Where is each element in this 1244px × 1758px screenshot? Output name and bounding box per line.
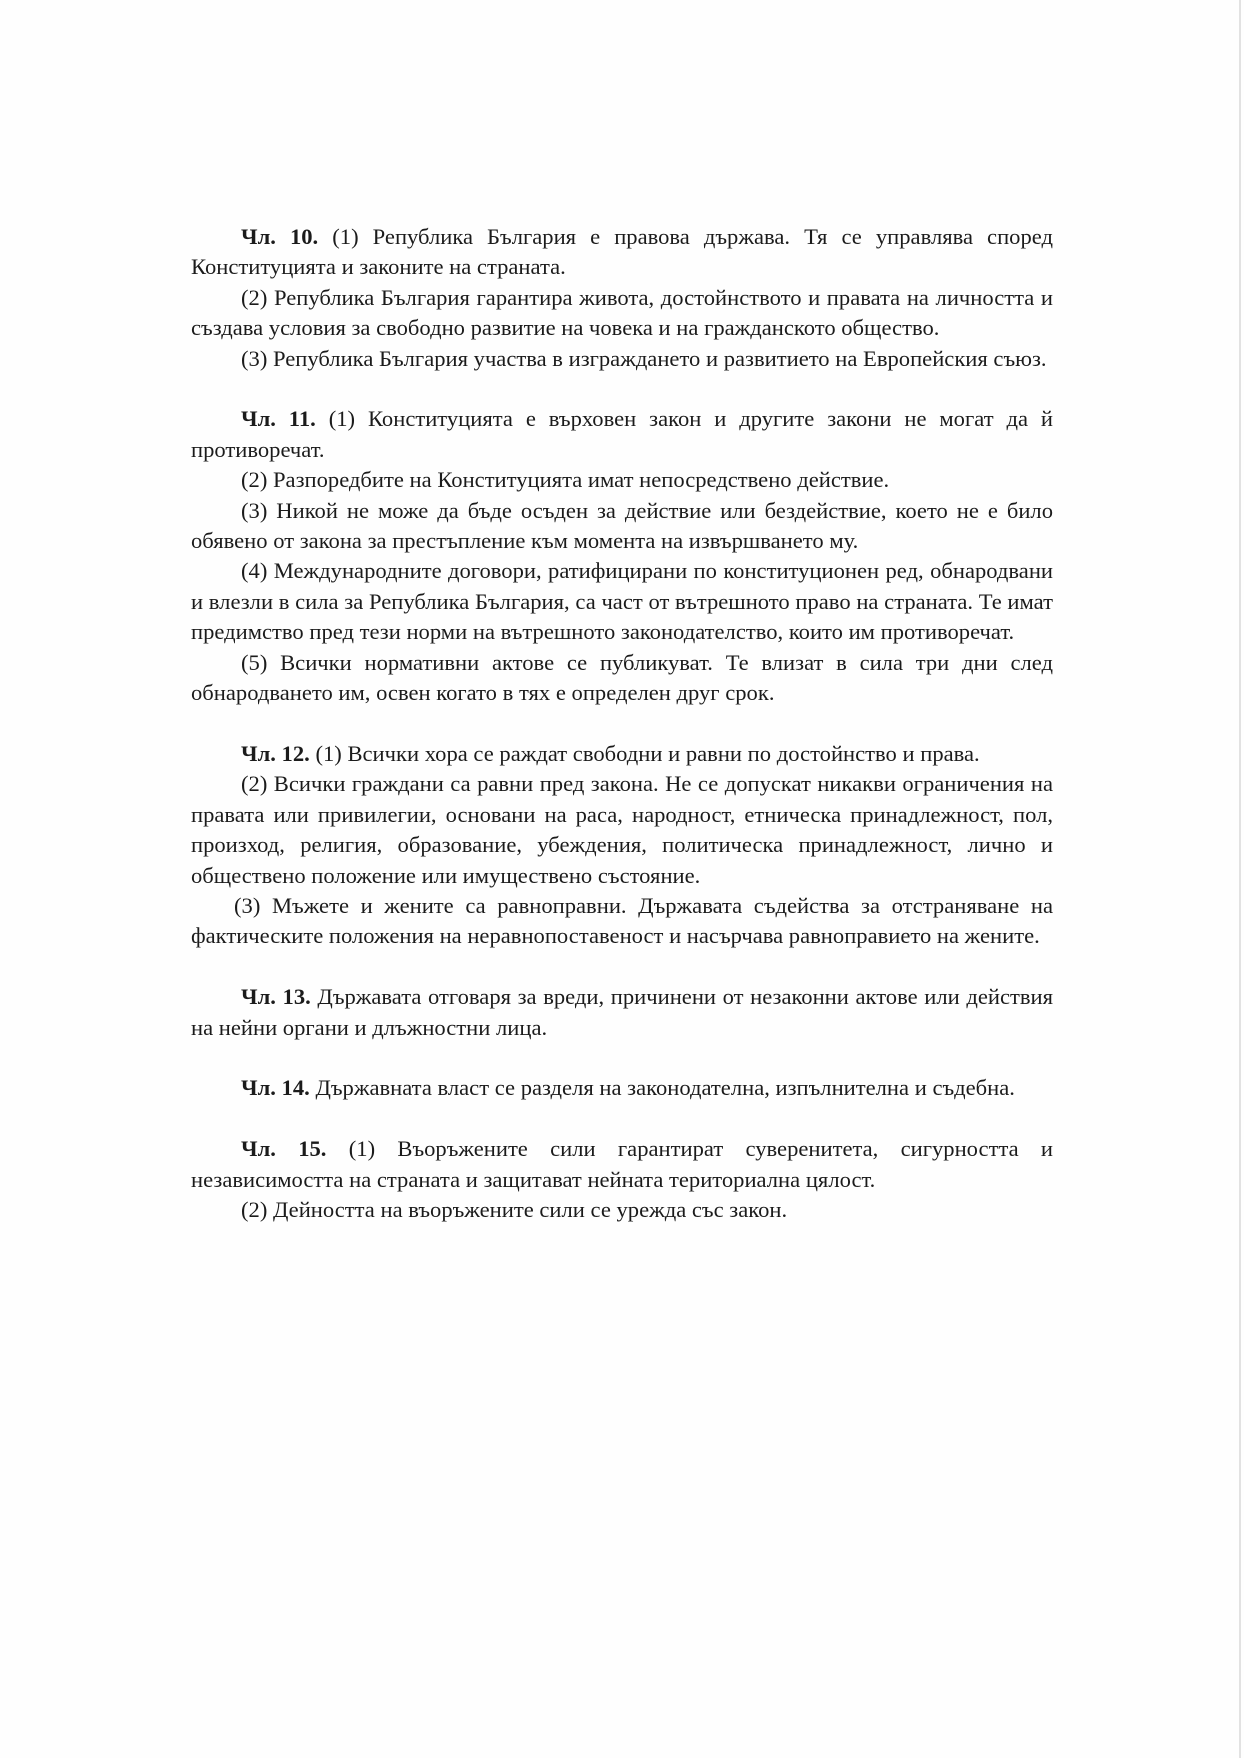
article-13-label: Чл. 13. <box>241 984 311 1010</box>
article-14-label: Чл. 14. <box>241 1075 310 1101</box>
paragraph-text: (1) Всички хора се раждат свободни и равни по достойнство и права. <box>315 740 980 766</box>
article-12-paragraph-1 <box>191 739 1053 769</box>
article-13-paragraph-1 <box>191 982 1053 1043</box>
article-12-paragraph-2: (2) Всички граждани са равни пред закона. Не се допускат никакви ограничения на правата или привилегии, основани на раса, народност, етническа принадлежност, пол, произход, религия, образование, убеждения, политическа принадлежност, лично и обществено положение или имуществено състояние. <box>191 771 1053 888</box>
article-15-label: Чл. 15. <box>241 1136 327 1162</box>
document-body <box>191 222 1053 1256</box>
article-15-paragraph-1 <box>191 1134 1053 1195</box>
article-15-paragraph-2: (2) Дейността на въоръжените сили се урежда със закон. <box>241 1196 788 1222</box>
paragraph-text: Държавата отговаря за вреди, причинени от незаконни актове или действия на нейни органи и длъжностни лица. <box>191 984 1054 1040</box>
article-10-label: Чл. 10. <box>241 224 319 249</box>
article-10-paragraph-1 <box>191 222 1053 283</box>
article-13 <box>191 982 1053 1043</box>
article-12 <box>191 739 1053 952</box>
article-12-paragraph-3: (3) Мъжете и жените са равноправни. Държавата съдейства за отстраняване на фактическите положения на неравнопоставеност и насърчава равноправието на жените. <box>191 892 1053 949</box>
paragraph-text: (1) Въоръжените сили гарантират суверенитета, сигурността и независимостта на страната и защитават нейната териториална цялост. <box>191 1136 1053 1192</box>
article-11-label: Чл. 11. <box>241 406 316 432</box>
article-14-paragraph-1 <box>191 1073 1053 1103</box>
article-10-paragraph-2: (2) Република България гарантира живота, достойнството и правата на личността и създава условия за свободно развитие на човека и на гражданското общество. <box>191 284 1053 341</box>
paragraph-text: (1) Република България е правова държава. Тя се управлява според Конституцията и законите на страната. <box>191 224 1053 280</box>
scan-edge-line <box>1239 0 1241 1758</box>
article-11-paragraph-3: (3) Никой не може да бъде осъден за действие или бездействие, което не е било обявено от закона за престъпление към момента на извършването му. <box>191 497 1053 554</box>
article-11 <box>191 404 1053 708</box>
article-11-paragraph-4: (4) Международните договори, ратифицирани по конституционен ред, обнародвани и влезли в сила за Република България, са част от вътрешното право на страната. Те имат предимство пред тези норми на вътрешното законодателство, които им противоречат. <box>191 558 1053 645</box>
paragraph-text: (1) Конституцията е върховен закон и другите закони не могат да й противоречат. <box>191 406 1053 462</box>
article-11-paragraph-1 <box>191 404 1053 465</box>
article-12-label: Чл. 12. <box>241 740 310 766</box>
paragraph-text: Държавната власт се разделя на законодателна, изпълнителна и съдебна. <box>315 1075 1015 1101</box>
article-15 <box>191 1134 1053 1225</box>
article-11-paragraph-5: (5) Всички нормативни актове се публикуват. Те влизат в сила три дни след обнародването им, освен когато в тях е определен друг срок. <box>191 649 1053 706</box>
article-10-paragraph-3: (3) Република България участва в изграждането и развитието на Европейския съюз. <box>241 345 1047 371</box>
article-10 <box>191 222 1053 374</box>
article-14 <box>191 1073 1053 1103</box>
article-11-paragraph-2: (2) Разпоредбите на Конституцията имат непосредствено действие. <box>241 467 890 493</box>
